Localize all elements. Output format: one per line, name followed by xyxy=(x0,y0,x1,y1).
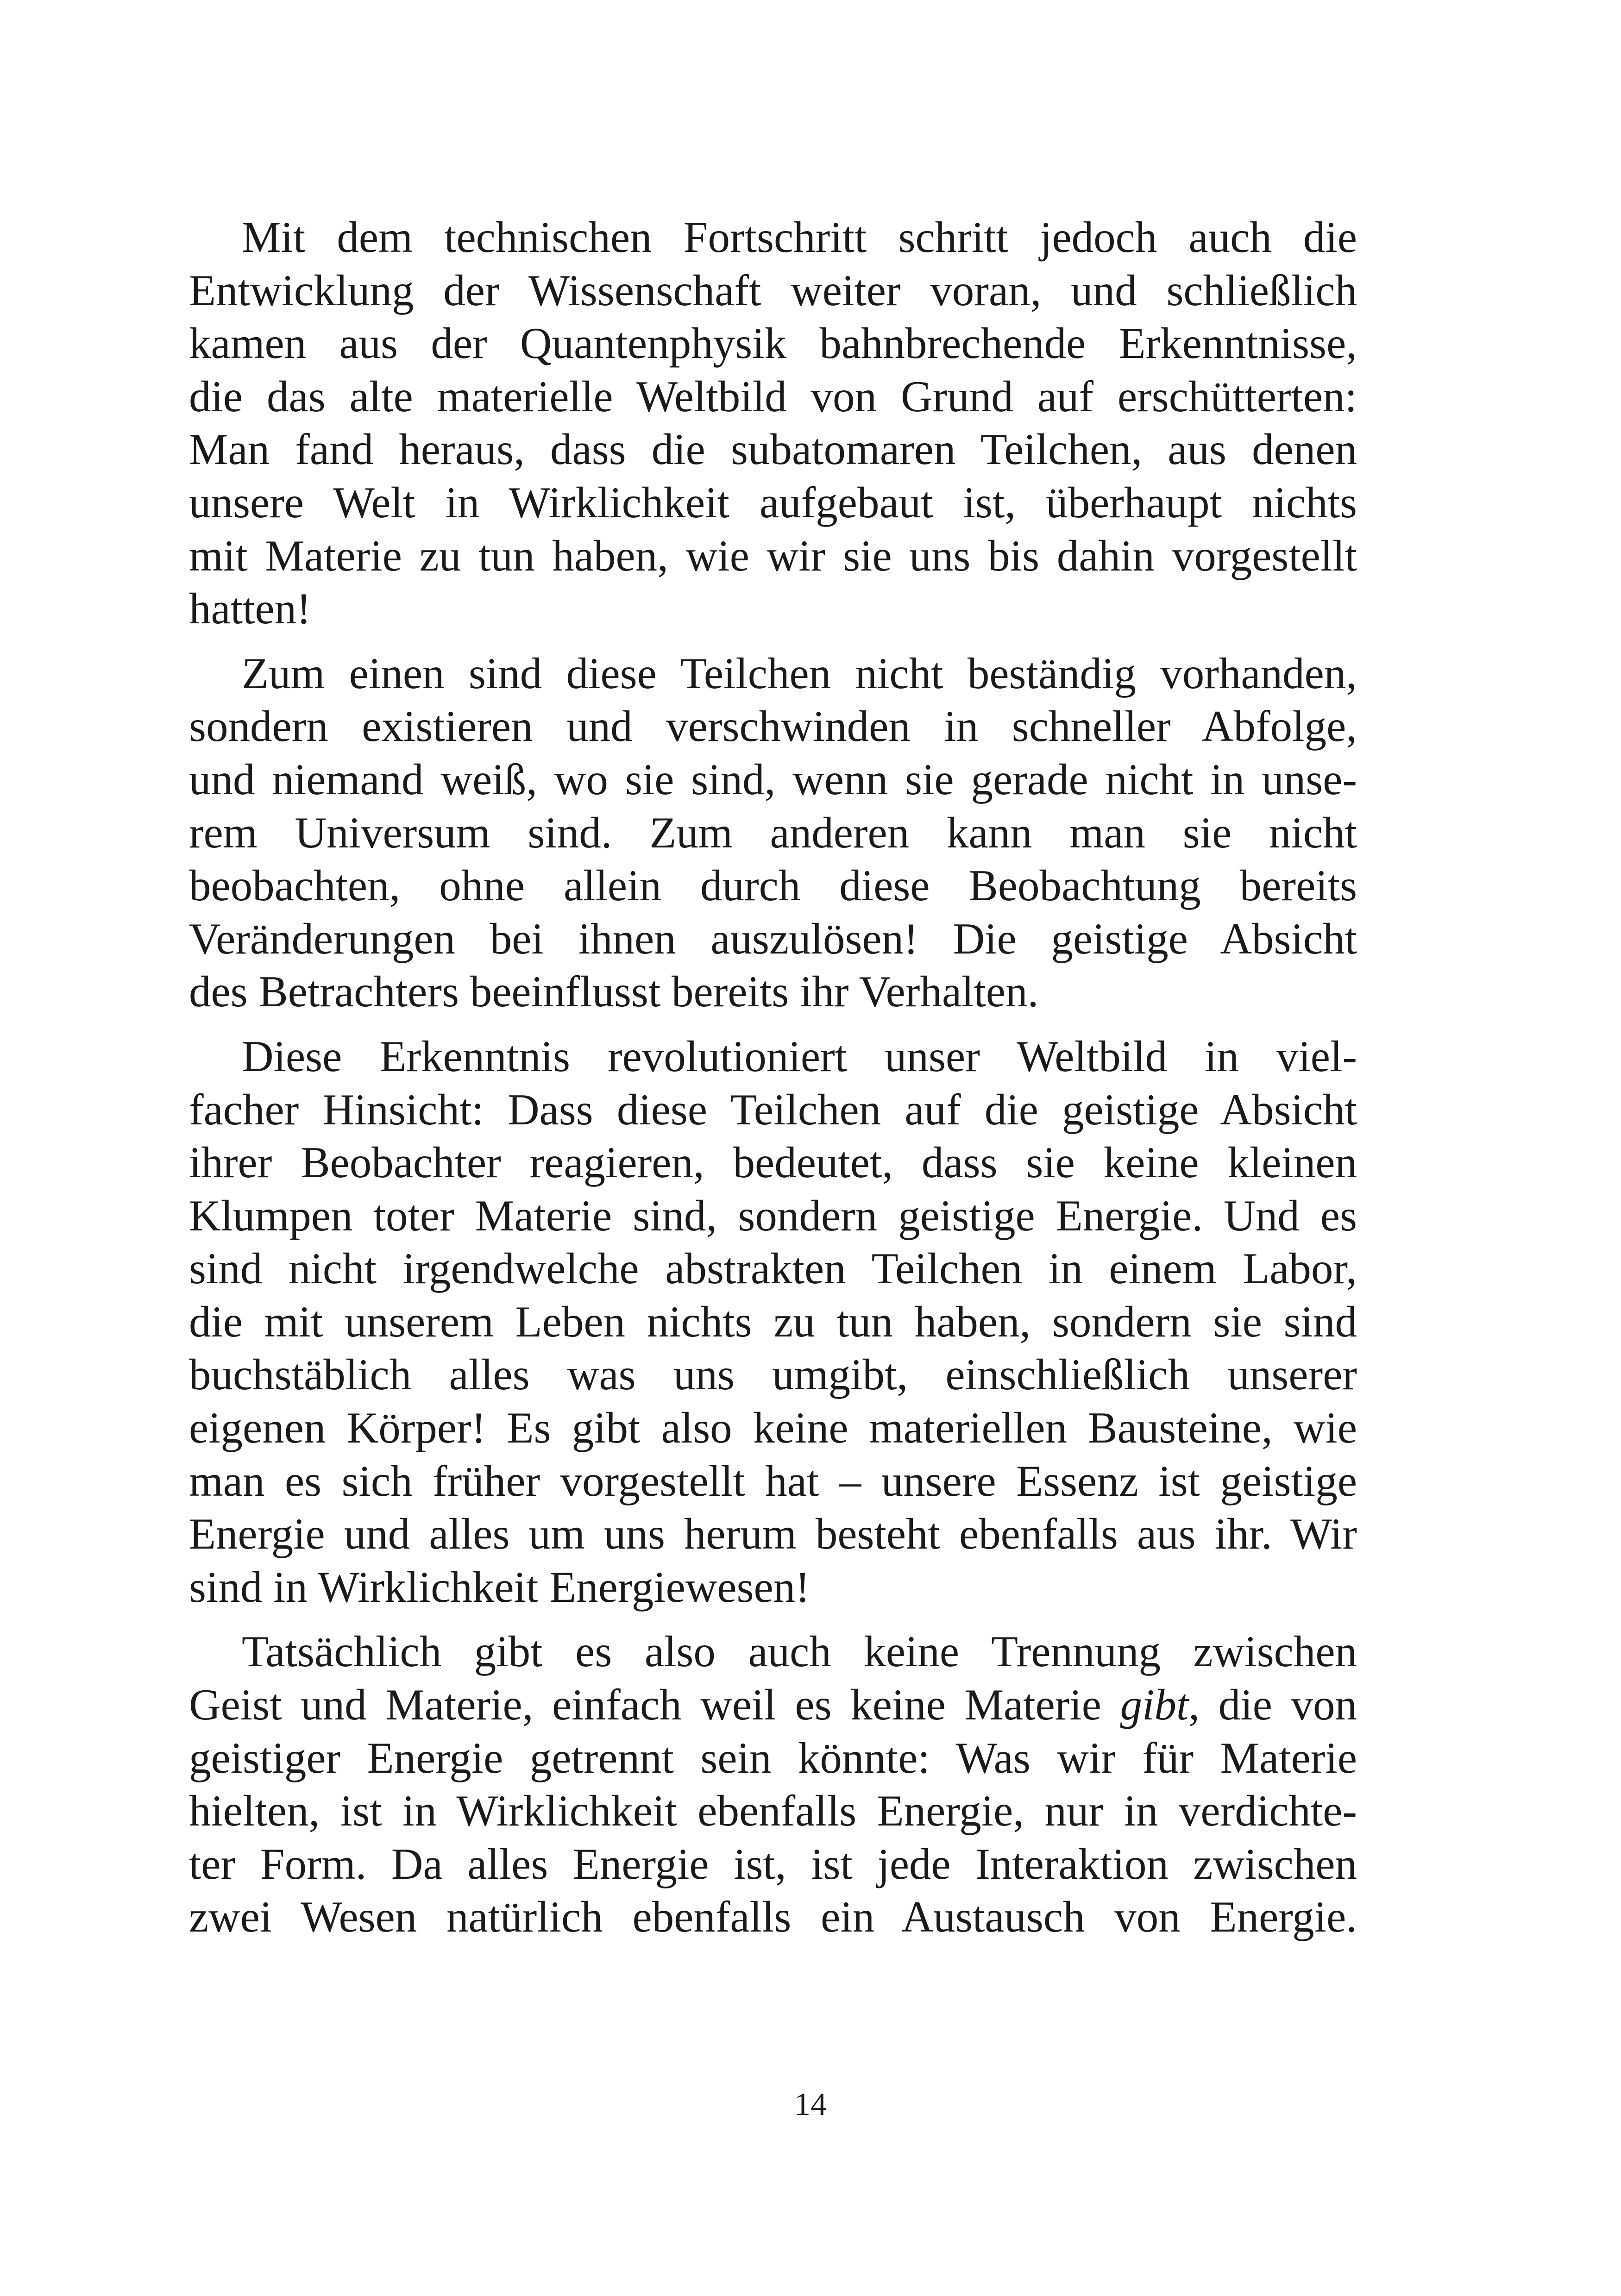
text-line: geistiger Energie getrennt sein könnte: Was wir für Materie xyxy=(189,1733,1357,1782)
text-line: die mit unserem Leben nichts zu tun haben, sondern sie sind xyxy=(189,1297,1357,1346)
text-line: buchstäblich alles was uns umgibt, einschließlich unserer xyxy=(189,1350,1357,1399)
text-line: Man fand heraus, dass die subatomaren Teilchen, aus denen xyxy=(189,425,1357,474)
text-run: , die von xyxy=(1188,1680,1357,1730)
text-line: unsere Welt in Wirklichkeit aufgebaut ist, überhaupt nichts xyxy=(189,477,1357,527)
text-line: sondern existieren und verschwinden in schneller Abfolge, xyxy=(189,702,1357,751)
text-line: sind nicht irgendwelche abstrakten Teilchen in einem Labor, xyxy=(189,1244,1357,1293)
text-line: eigenen Körper! Es gibt also keine materiellen Bausteine, wie xyxy=(189,1403,1357,1453)
text-line: sind in Wirklichkeit Energiewesen! xyxy=(189,1562,810,1612)
text-line: ter Form. Da alles Energie ist, ist jede Interaktion zwischen xyxy=(189,1839,1357,1888)
paragraph-2 xyxy=(189,647,1357,1018)
text-line: Energie und alles um uns herum besteht ebenfalls aus ihr. Wir xyxy=(189,1509,1357,1559)
paragraph-3 xyxy=(189,1030,1357,1614)
text-line: Klumpen toter Materie sind, sondern geistige Energie. Und es xyxy=(189,1191,1357,1240)
text-line: kamen aus der Quantenphysik bahnbrechende Erkenntnisse, xyxy=(189,319,1357,368)
body-text xyxy=(189,211,1357,1955)
text-line: man es sich früher vorgestellt hat – unsere Essenz ist geistige xyxy=(189,1456,1357,1506)
text-line: hatten! xyxy=(189,584,311,634)
text-line: ihrer Beobachter reagieren, bedeutet, dass sie keine kleinen xyxy=(189,1138,1357,1187)
text-line: des Betrachters beeinflusst bereits ihr Verhalten. xyxy=(189,967,1039,1016)
text-line xyxy=(189,1678,1357,1731)
emphasized-word: gibt xyxy=(1120,1680,1189,1730)
paragraph-1 xyxy=(189,211,1357,635)
text-line: Tatsächlich gibt es also auch keine Trennung zwischen xyxy=(242,1627,1357,1676)
text-line: mit Materie zu tun haben, wie wir sie uns bis dahin vorgestellt xyxy=(189,531,1357,580)
text-line: facher Hinsicht: Dass diese Teilchen auf die geistige Absicht xyxy=(189,1085,1357,1134)
text-line: rem Universum sind. Zum anderen kann man sie nicht xyxy=(189,808,1357,857)
page-number: 14 xyxy=(794,2087,827,2122)
paragraph-4 xyxy=(189,1625,1357,1944)
text-line: Diese Erkenntnis revolutioniert unser Weltbild in viel- xyxy=(242,1031,1357,1081)
text-line: Mit dem technischen Fortschritt schritt jedoch auch die xyxy=(242,213,1357,262)
text-line: zwei Wesen natürlich ebenfalls ein Austausch von Energie. xyxy=(189,1892,1357,1942)
text-run: Geist und Materie, einfach weil es keine Materie xyxy=(189,1680,1120,1730)
text-line: die das alte materielle Weltbild von Grund auf erschütterten: xyxy=(189,371,1357,421)
text-line: Veränderungen bei ihnen auszulösen! Die geistige Absicht xyxy=(189,914,1357,963)
text-line: beobachten, ohne allein durch diese Beobachtung bereits xyxy=(189,861,1357,910)
text-line: hielten, ist in Wirklichkeit ebenfalls Energie, nur in verdichte- xyxy=(189,1786,1357,1836)
text-line: und niemand weiß, wo sie sind, wenn sie gerade nicht in unse- xyxy=(189,754,1357,804)
text-line: Zum einen sind diese Teilchen nicht beständig vorhanden, xyxy=(242,648,1357,698)
text-line: Entwicklung der Wissenschaft weiter voran, und schließlich xyxy=(189,265,1357,315)
